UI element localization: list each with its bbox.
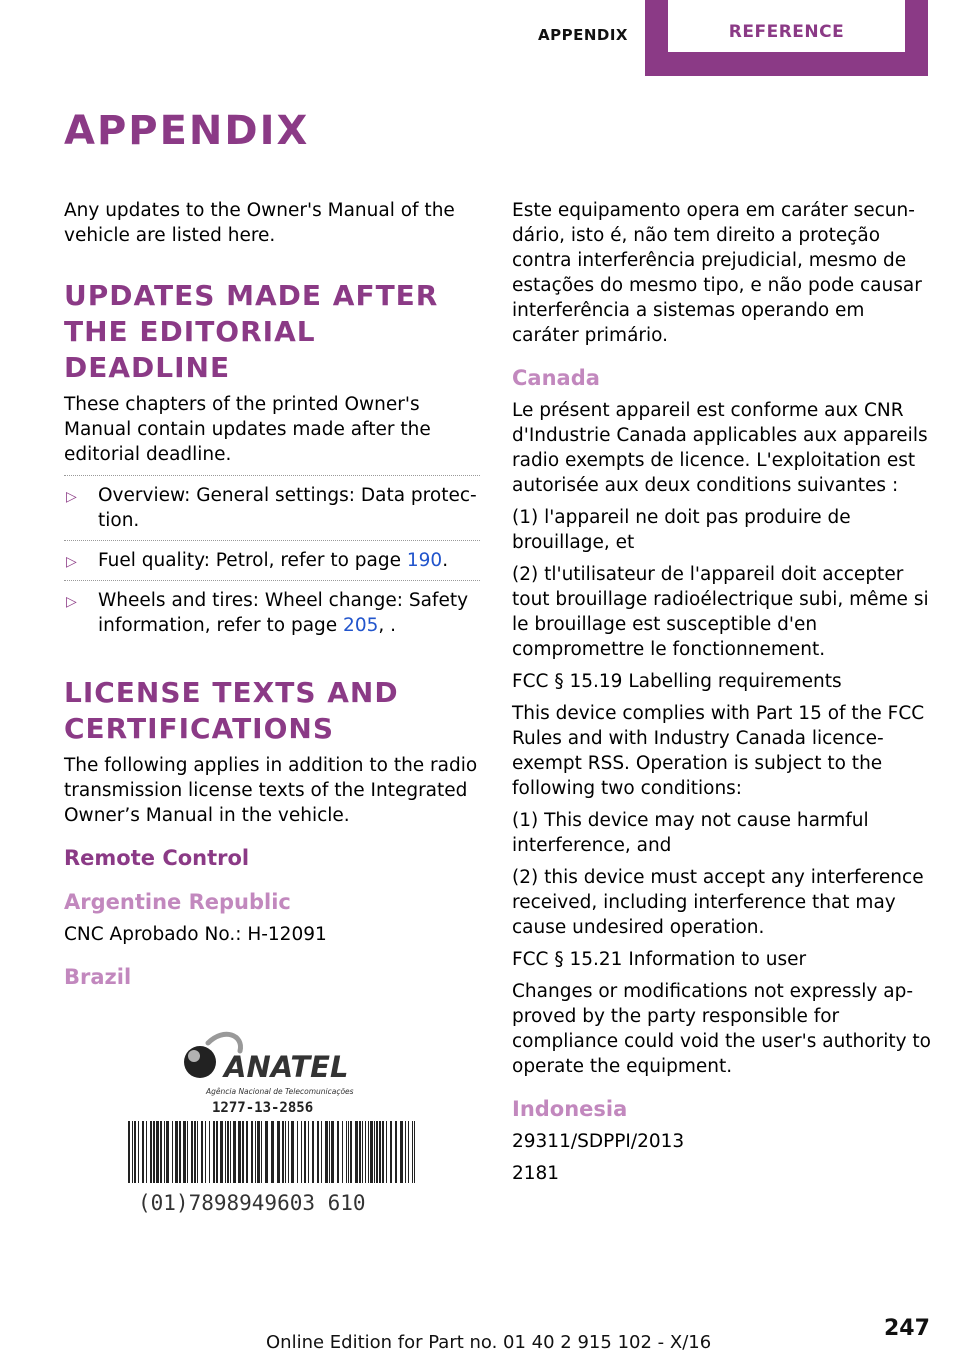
barcode-bar	[271, 1121, 274, 1183]
barcode-bar	[342, 1121, 343, 1183]
barcode-bar	[261, 1121, 262, 1183]
barcode-number: (01)7898949603 610	[138, 1191, 366, 1215]
barcode-bar	[160, 1121, 162, 1183]
anatel-agency-text: Agência Nacional de Telecomunicações	[206, 1087, 354, 1096]
barcode-bar	[220, 1121, 223, 1183]
license-text: The following applies in addition to the radio transmission license texts of the Integrated Owner’s Manual in the vehicle.	[64, 755, 478, 826]
barcode-bar	[255, 1121, 256, 1183]
updates-heading: UPDATES MADE AFTER THE EDITORIAL DEADLINE	[64, 279, 439, 384]
list-item	[64, 475, 480, 540]
fcc-condition-1: (1) This device may not cause harmful interference, and	[512, 810, 869, 856]
list-item-text: Overview: General settings: Data protection.	[98, 485, 477, 531]
barcode-bar	[238, 1121, 241, 1183]
barcode-graphic	[128, 1121, 415, 1183]
left-column	[64, 198, 480, 997]
barcode-bar	[414, 1121, 415, 1183]
barcode-bar	[362, 1121, 363, 1183]
barcode-bar	[209, 1121, 210, 1183]
indonesia-heading: Indonesia	[512, 1097, 628, 1121]
barcode-bar	[194, 1121, 196, 1183]
indonesia-code-2: 2181	[512, 1163, 560, 1184]
barcode-bar	[150, 1121, 152, 1183]
barcode-bar	[205, 1121, 206, 1183]
barcode-bar	[277, 1121, 280, 1183]
barcode-bar	[365, 1121, 366, 1183]
barcode-bar	[142, 1121, 144, 1183]
barcode-bar	[355, 1121, 358, 1183]
barcode-bar	[197, 1121, 198, 1183]
page-reference-link[interactable]: 205	[343, 615, 379, 636]
barcode-bar	[359, 1121, 361, 1183]
list-item-suffix: , .	[378, 615, 397, 636]
barcode-bar	[350, 1121, 352, 1183]
footer-edition: Online Edition for Part no. 01 40 2 915 102 - X/16	[266, 1332, 712, 1353]
barcode-bar	[156, 1121, 159, 1183]
barcode-bar	[400, 1121, 403, 1183]
barcode-bar	[337, 1121, 339, 1183]
triangle-bullet-icon: ▷	[66, 594, 77, 610]
intro-text: Any updates to the Owner's Manual of the vehicle are listed here.	[64, 200, 455, 246]
barcode-bar	[128, 1121, 130, 1183]
list-item-suffix: .	[442, 550, 449, 571]
barcode-bar	[308, 1121, 309, 1183]
indonesia-code-1: 29311/SDPPI/2013	[512, 1131, 685, 1152]
barcode-bar	[164, 1121, 165, 1183]
barcode-bar	[408, 1121, 409, 1183]
page-reference-link[interactable]: 190	[406, 550, 443, 571]
canada-paragraph: Le présent appareil est conforme aux CNR d'Industrie Canada applicables aux appareils radio exempts de licence. L'exploitation est autorisée aux deux conditions suivantes :	[512, 400, 928, 496]
barcode-bar	[312, 1121, 314, 1183]
barcode-bar	[183, 1121, 186, 1183]
fcc-1519-heading: FCC § 15.19 Labelling requirements	[512, 671, 842, 692]
license-heading: LICENSE TEXTS AND CERTIFICATIONS	[64, 676, 399, 745]
barcode-bar	[321, 1121, 322, 1183]
barcode-bar	[233, 1121, 236, 1183]
barcode-bar	[288, 1121, 289, 1183]
barcode-bar	[346, 1121, 347, 1183]
barcode-bar	[225, 1121, 226, 1183]
barcode-bar	[230, 1121, 231, 1183]
list-item	[64, 580, 480, 645]
page-number: 247	[884, 1316, 930, 1341]
updates-text: These chapters of the printed Owner's Manual contain updates made after the editorial deadline.	[64, 394, 431, 465]
barcode-bar	[246, 1121, 248, 1183]
argentina-text: CNC Aprobado No.: H-12091	[64, 924, 327, 945]
list-item-text: Wheels and tires: Wheel change: Safety information, refer to page	[98, 590, 469, 636]
barcode-bar	[172, 1121, 173, 1183]
barcode-bar	[297, 1121, 298, 1183]
barcode-bar	[390, 1121, 392, 1183]
argentina-heading: Argentine Republic	[64, 890, 291, 914]
barcode-bar	[370, 1121, 373, 1183]
barcode-bar	[213, 1121, 215, 1183]
barcode-bar	[376, 1121, 378, 1183]
barcode-bar	[301, 1121, 302, 1183]
barcode-bar	[132, 1121, 133, 1183]
updates-list	[64, 475, 480, 645]
list-item-text: Fuel quality: Petrol, refer to page	[98, 550, 407, 571]
anatel-code: 1277-13-2856	[212, 1100, 314, 1116]
list-item	[64, 540, 480, 580]
canada-heading: Canada	[512, 366, 600, 390]
barcode-bar	[412, 1121, 413, 1183]
barcode-bar	[179, 1121, 181, 1183]
barcode-bar	[329, 1121, 330, 1183]
barcode-bar	[379, 1121, 381, 1183]
barcode-bar	[304, 1121, 306, 1183]
right-column	[512, 198, 932, 1193]
canada-condition-2: (2) tl'utilisateur de l'appareil doit accepter tout brouillage radioélectrique subi, même si le brouillage est susceptible d'en compromettre le fonctionnement.	[512, 564, 929, 660]
barcode-bar	[291, 1121, 294, 1183]
barcode-bar	[382, 1121, 384, 1183]
barcode-bar	[331, 1121, 334, 1183]
barcode-bar	[227, 1121, 229, 1183]
barcode-bar	[317, 1121, 319, 1183]
anatel-brand-text: ANATEL	[224, 1050, 349, 1084]
barcode-bar	[134, 1121, 136, 1183]
barcode-bar	[153, 1121, 155, 1183]
barcode-bar	[257, 1121, 260, 1183]
portuguese-text: Este equipamento opera em caráter secundário, isto é, não tem direito a proteção contra interferência prejudicial, mesmo de estações do mesmo tipo, e não pode causar interferência a sistemas operando em caráter primário.	[512, 200, 922, 346]
barcode-bar	[187, 1121, 188, 1183]
header-tab-label[interactable]: REFERENCE	[728, 22, 845, 42]
barcode-bar	[386, 1121, 387, 1183]
triangle-bullet-icon: ▷	[66, 554, 77, 570]
barcode-bar	[374, 1121, 375, 1183]
barcode-bar	[166, 1121, 169, 1183]
fcc-1521-heading: FCC § 15.21 Information to user	[512, 949, 807, 970]
remote-control-heading: Remote Control	[64, 846, 250, 870]
anatel-certification-label	[120, 1025, 420, 1225]
anatel-logo-icon	[184, 1034, 354, 1096]
fcc-paragraph: This device complies with Part 15 of the FCC Rules and with Industry Canada licence-exempt RSS. Operation is subject to the following two conditions:	[512, 703, 925, 799]
barcode-bar	[325, 1121, 328, 1183]
barcode-bar	[395, 1121, 397, 1183]
barcode-bar	[242, 1121, 244, 1183]
brazil-heading: Brazil	[64, 965, 132, 989]
barcode-bar	[368, 1121, 369, 1183]
triangle-bullet-icon: ▷	[66, 489, 77, 505]
barcode-bar	[285, 1121, 286, 1183]
barcode-bar	[175, 1121, 178, 1183]
barcode-bar	[146, 1121, 147, 1183]
fcc-user-info: Changes or modifications not expressly approved by the party responsible for compliance could void the user's authority to operate the equipment.	[512, 981, 931, 1077]
barcode-bar	[201, 1121, 203, 1183]
page-title: APPENDIX	[64, 108, 310, 154]
barcode-bar	[405, 1121, 406, 1183]
barcode-bar	[138, 1121, 139, 1183]
barcode-bar	[265, 1121, 268, 1183]
fcc-condition-2: (2) this device must accept any interference received, including interference that may cause undesired operation.	[512, 867, 924, 938]
header-section-label: APPENDIX	[538, 26, 628, 44]
barcode-bar	[348, 1121, 349, 1183]
barcode-bar	[282, 1121, 284, 1183]
barcode-bar	[191, 1121, 193, 1183]
canada-condition-1: (1) l'appareil ne doit pas produire de brouillage, et	[512, 507, 851, 553]
barcode-bar	[216, 1121, 218, 1183]
barcode-bar	[251, 1121, 253, 1183]
